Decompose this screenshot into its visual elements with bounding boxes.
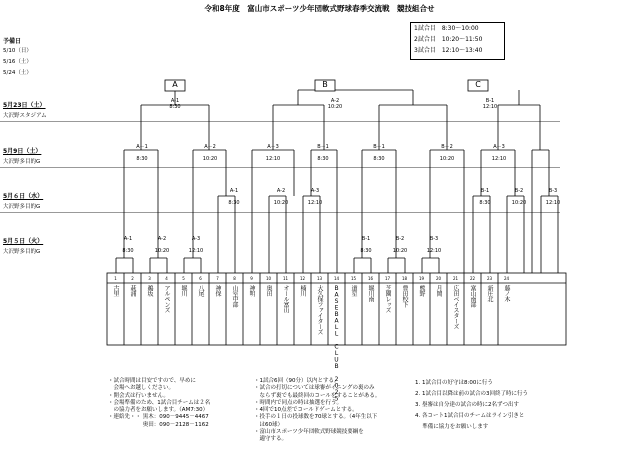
- day-venue-3: 大沢野多目的G: [3, 204, 41, 210]
- note-line: ・時間内で同点の時は抽選を行う。: [254, 399, 343, 406]
- team-name: 芝園レッズ: [384, 285, 391, 313]
- match-label: B－1 8:30: [373, 144, 385, 162]
- team-name: 豊田校下: [401, 285, 408, 307]
- note-line: 適守する。: [254, 436, 288, 443]
- match-label: B-1 8:30: [360, 236, 372, 254]
- match-label: A-3 12:10: [188, 236, 204, 254]
- match-label: B-2 10:20: [392, 236, 408, 254]
- match-label: A－3 12:10: [491, 144, 507, 162]
- reserve-date-1: 5/10（日）: [3, 48, 32, 54]
- day-venue-4: 大沢野多目的G: [3, 249, 41, 255]
- day-date-4: 5月５日（火）: [3, 238, 44, 245]
- team-number: 6: [199, 276, 202, 281]
- team-number: 15: [350, 276, 357, 281]
- zone-a-label: A: [172, 80, 178, 89]
- team-number: 22: [469, 276, 476, 281]
- match-label: A-2 10:20: [327, 98, 343, 110]
- team-number: 12: [299, 276, 306, 281]
- team-number: 8: [233, 276, 236, 281]
- day-date-1: 5月23日（土）: [3, 102, 46, 109]
- team-number: 14: [333, 276, 340, 281]
- team-name: 新庄北: [486, 285, 493, 302]
- team-name: 神保: [214, 285, 221, 296]
- note-line: ・4回で10点差でコールドゲームとする。: [254, 407, 358, 414]
- team-number: 24: [503, 276, 510, 281]
- note-line: 2. 1試合目以降は前の試合の3回終了時に行う: [415, 391, 528, 397]
- team-number: 20: [435, 276, 442, 281]
- team-name: 古里: [112, 285, 119, 296]
- team-name: 堀川: [180, 285, 187, 296]
- team-number: 18: [401, 276, 408, 281]
- team-number: 23: [486, 276, 493, 281]
- match-label: A－2 10:20: [202, 144, 218, 162]
- reserve-date-3: 5/24（土）: [3, 70, 32, 76]
- team-name: 堀川南: [367, 285, 374, 302]
- note-line: ・投手の１日の投球数を70球とする。（4年生以下: [254, 414, 378, 421]
- time-slot-3: 3試合目 12:10～13:40: [414, 47, 483, 54]
- match-label: A－3 12:10: [265, 144, 281, 162]
- team-number: 4: [165, 276, 168, 281]
- note-line: ・試合時間は目安ですので、早めに: [108, 378, 196, 384]
- match-label: A-1 8:30: [122, 236, 134, 254]
- team-number: 21: [452, 276, 459, 281]
- match-label: A-2 10:20: [273, 188, 289, 206]
- team-name: 藤ノ木: [503, 285, 510, 302]
- team-name: オール富山: [282, 285, 289, 313]
- note-line: は60球）: [254, 421, 283, 428]
- team-number: 2: [131, 276, 134, 281]
- team-number: 10: [265, 276, 272, 281]
- team-name: 熊野: [418, 285, 425, 296]
- team-number: 17: [384, 276, 391, 281]
- time-slot-1: 1試合目 8:30～10:00: [414, 25, 479, 32]
- note-line: ・試合の打切については球審がイニングの裏のみ: [254, 385, 375, 392]
- team-number: 11: [282, 276, 289, 281]
- team-name: 広田ベイスターズ: [452, 285, 459, 329]
- note-line: の協力者をお願いします。（AM7:30）: [108, 407, 209, 414]
- match-label: B－1 8:30: [317, 144, 329, 162]
- note-line: ・富山市スポーツ少年団軟式野球競技要綱を: [254, 429, 364, 436]
- team-name: 神明: [248, 285, 255, 296]
- match-label: B-1 12:10: [482, 98, 498, 110]
- team-name: 楠川: [299, 285, 306, 296]
- note-line: ・1試合6回（90分）以内とする。: [254, 378, 340, 384]
- notes-rules: [254, 378, 380, 444]
- team-name: 山室中部: [231, 285, 238, 307]
- match-label: A-1 8:30: [169, 98, 181, 110]
- notes-duties: [415, 378, 528, 433]
- team-name: BASEBALL CLUB 2025: [333, 285, 340, 402]
- team-number: 19: [418, 276, 425, 281]
- team-number: 5: [182, 276, 185, 281]
- match-label: B-2 10:20: [511, 188, 527, 206]
- team-name: 奥田: [265, 285, 272, 296]
- notes-general: [108, 378, 210, 429]
- match-label: B-1 8:30: [479, 188, 491, 206]
- team-number: 1: [114, 276, 117, 281]
- match-label: A－1 8:30: [136, 144, 148, 162]
- match-label: B-3 12:10: [545, 188, 561, 206]
- zone-c-label: C: [475, 80, 481, 89]
- note-line: ・連絡先・・ 黒木：090－9445－4467: [108, 414, 209, 421]
- time-slot-2: 2試合目 10:20～11:50: [414, 36, 483, 43]
- match-label: B-3 12:10: [426, 236, 442, 254]
- team-name: 道星: [350, 285, 357, 296]
- reserve-day-label: 予備日: [3, 38, 22, 45]
- page-title: 令和8年度 富山市スポーツ少年団軟式野球春季交流戦 競技組合せ: [204, 4, 435, 13]
- team-name: 月岡: [435, 285, 442, 296]
- day-venue-1: 大沢野スタジアム: [3, 113, 47, 119]
- note-line: 準備に協力をお願いします: [415, 424, 489, 430]
- note-line: ・会場準備のため、1試合目チームは２名: [108, 399, 211, 406]
- reserve-date-2: 5/16（土）: [3, 59, 32, 65]
- zone-b-label: B: [322, 80, 328, 89]
- note-line: 3. 塁審は自分達の試合の時に2名ずつ出す: [415, 402, 519, 408]
- note-line: 奥田：090－2128－1162: [108, 421, 209, 428]
- team-name: 富山南部: [469, 285, 476, 307]
- team-name: 大久保ファイターズ: [316, 285, 323, 335]
- team-number: 13: [316, 276, 323, 281]
- note-line: 4. 各コート1試合目のチームはライン引きと: [415, 413, 525, 419]
- day-venue-2: 大沢野多目的G: [3, 159, 41, 165]
- team-number: 16: [367, 276, 374, 281]
- match-label: A-2 10:20: [154, 236, 170, 254]
- note-line: 1. 1試合目の好守は8:00に行う: [415, 380, 493, 386]
- team-number: 9: [250, 276, 253, 281]
- team-number: 7: [216, 276, 219, 281]
- team-number: 3: [148, 276, 151, 281]
- day-date-3: 5月６日（水）: [3, 193, 44, 200]
- note-line: 会場へお越しください。: [108, 385, 175, 392]
- team-name: 鵜坂: [146, 285, 153, 296]
- match-label: A-1 8:30: [228, 188, 240, 206]
- team-name: 萩浦: [129, 285, 136, 296]
- day-date-2: 5月9日（土）: [3, 148, 42, 155]
- team-name: アルペンズ: [163, 285, 170, 313]
- team-name: 八尾: [197, 285, 204, 296]
- match-label: B－2 10:20: [439, 144, 455, 162]
- match-label: A-3 12:10: [307, 188, 323, 206]
- note-line: ならず裏でも最終回のコールをすることがある。: [254, 392, 381, 399]
- note-line: ・開会式は行いません。: [108, 392, 169, 399]
